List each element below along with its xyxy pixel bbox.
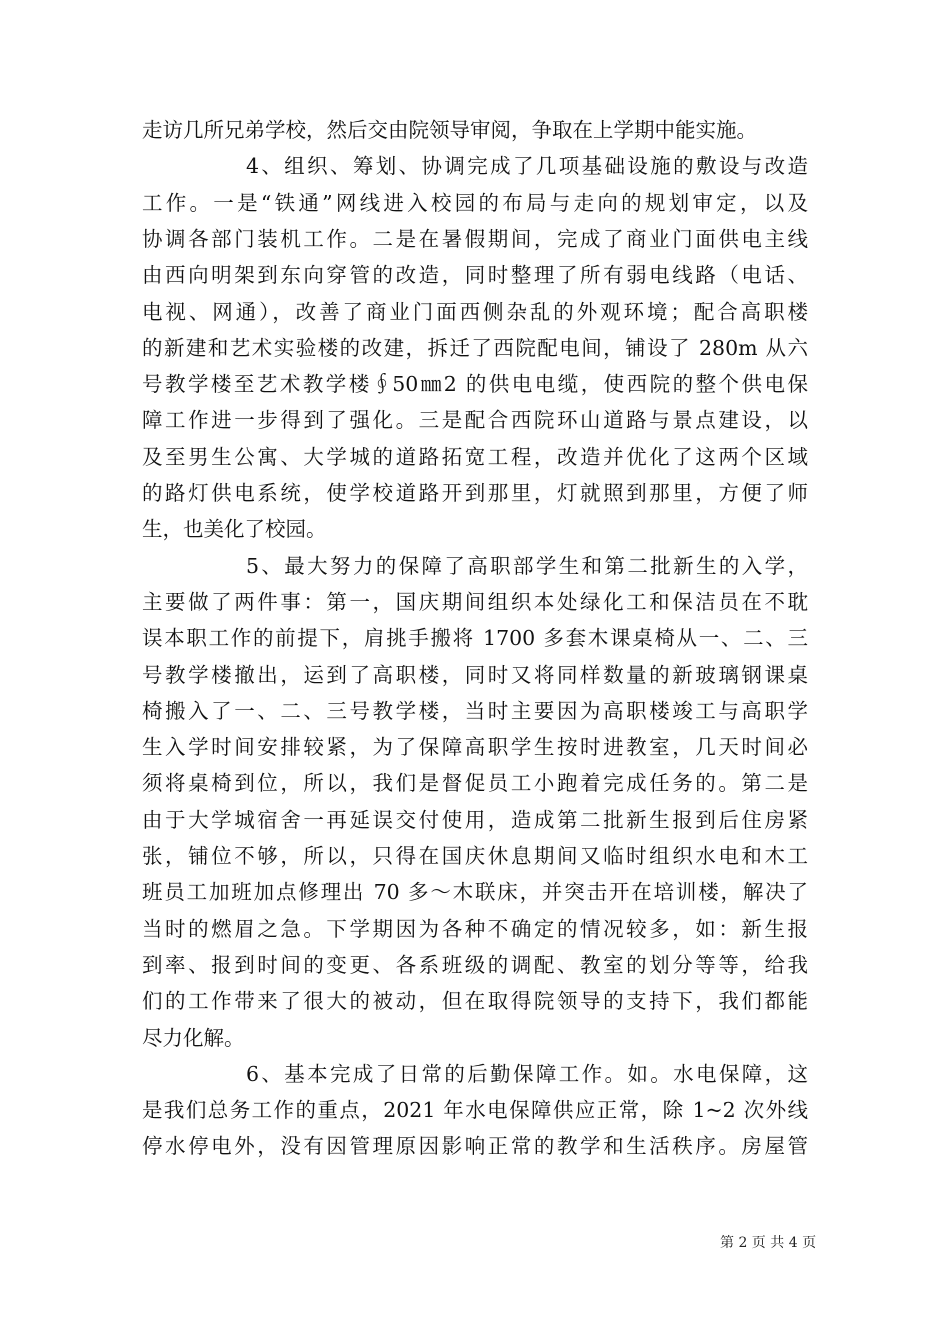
text-line: 由西向明架到东向穿管的改造，同时整理了所有弱电线路（电话、	[142, 263, 808, 288]
text-line: 生入学时间安排较紧，为了保障高职学生按时进教室，几天时间必	[142, 735, 808, 760]
text-line: 4、组织、筹划、协调完成了几项基础设施的敷设与改造	[246, 154, 808, 179]
text-line: 及至男生公寓、大学城的道路拓宽工程，改造并优化了这两个区域	[142, 444, 808, 469]
text-line: 5、最大努力的保障了高职部学生和第二批新生的入学，	[246, 553, 808, 578]
page-number-footer: 第 2 页 共 4 页	[720, 1235, 817, 1251]
text-line: 号教学楼至艺术教学楼∮50㎜2 的供电电缆，使西院的整个供电保	[142, 372, 808, 397]
text-line: 们的工作带来了很大的被动，但在取得院领导的支持下，我们都能	[142, 989, 808, 1014]
text-line: 到率、报到时间的变更、各系班级的调配、教室的划分等等，给我	[142, 952, 808, 977]
text-line: 工作。一是“铁通”网线进入校园的布局与走向的规划审定，以及	[142, 190, 808, 215]
text-line: 须将桌椅到位，所以，我们是督促员工小跑着完成任务的。第二是	[142, 771, 808, 796]
text-line: 的路灯供电系统，使学校道路开到那里，灯就照到那里，方便了师	[142, 481, 808, 505]
text-line: 障工作进一步得到了强化。三是配合西院环山道路与景点建设，以	[142, 408, 808, 433]
text-line: 电视、网通），改善了商业门面西侧杂乱的外观环境；配合高职楼	[142, 299, 808, 324]
text-line: 误本职工作的前提下，肩挑手搬将 1700 多套木课桌椅从一、二、三	[142, 626, 808, 651]
text-line: 当时的燃眉之急。下学期因为各种不确定的情况较多，如：新生报	[142, 916, 808, 941]
text-line: 尽力化解。	[142, 1025, 245, 1050]
text-line: 走访几所兄弟学校，然后交由院领导审阅，争取在上学期中能实施。	[142, 118, 757, 142]
text-line: 生，也美化了校园。	[142, 517, 327, 542]
text-line: 号教学楼撤出，运到了高职楼，同时又将同样数量的新玻璃钢课桌	[142, 662, 808, 687]
text-line: 由于大学城宿舍一再延误交付使用，造成第二批新生报到后住房紧	[142, 807, 808, 832]
text-line: 张，铺位不够，所以，只得在国庆休息期间又临时组织水电和木工	[142, 844, 808, 868]
text-line: 协调各部门装机工作。二是在暑假期间，完成了商业门面供电主线	[142, 226, 808, 251]
text-line: 的新建和艺术实验楼的改建，拆迁了西院配电间，铺设了 280m 从六	[142, 335, 808, 360]
text-line: 班员工加班加点修理出 70 多～木联床，并突击开在培训楼，解决了	[142, 880, 808, 905]
text-line: 停水停电外，没有因管理原因影响正常的教学和生活秩序。房屋管	[142, 1134, 808, 1159]
text-line: 是我们总务工作的重点，2021 年水电保障供应正常，除 1~2 次外线	[142, 1098, 808, 1123]
text-line: 主要做了两件事：第一，国庆期间组织本处绿化工和保洁员在不耽	[142, 589, 808, 614]
text-line: 椅搬入了一、二、三号教学楼，当时主要因为高职楼竣工与高职学	[142, 698, 808, 723]
text-line: 6、基本完成了日常的后勤保障工作。如。水电保障，这	[246, 1061, 808, 1086]
